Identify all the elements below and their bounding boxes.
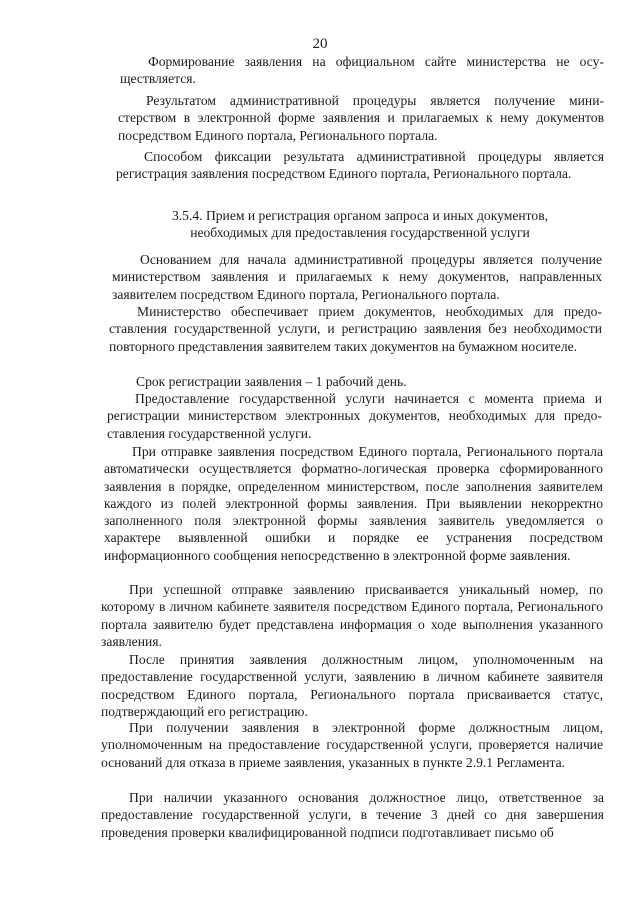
paragraph-2: Результатом административной процедуры является получение министерством в электронной форме заявления и прилагаемых к нему документов посредством Единого портала, Регионального портала. (118, 93, 604, 143)
paragraph-11: При получении заявления в электронной форме должностным лицом, уполномоченным на предоставление государственной услуги, проверяется наличие оснований для отказа в приеме заявления, указанных в пункте 2.9.1 Регламента. (101, 720, 603, 770)
paragraph-9: При успешной отправке заявлению присваивается уникальный номер, по которому в личном кабинете заявителя посредством Единого портала, Регионального портала заявителю будет представлена информация о ходе выполнения указанного заявления. (101, 582, 603, 649)
paragraph-5: Министерство обеспечивает прием документов, необходимых для предоставления государственной услуги, и регистрацию заявления без необходимости повторного представления заявителем таких документов на бумажном носителе. (109, 304, 602, 354)
paragraph-8: При отправке заявления посредством Единого портала, Регионального портала автоматически осуществляется форматно-логическая проверка сформированного заявления в порядке, определенном министерством, после заполнения заявителем каждого из полей электронной формы заявления. При выявлении некорректно заполненного поля электронной формы заявления заявитель уведомляется о характере выявленной ошибки и порядке ее устранения посредством информационного сообщения непосредственно в электронной форме заявления. (104, 444, 603, 563)
paragraph-12: При наличии указанного основания должностное лицо, ответственное за предоставление государственной услуги, в течение 3 дней со дня завершения проведения проверки квалифицированной подписи подготавливает письмо об (101, 790, 604, 840)
page-number: 20 (312, 36, 328, 52)
paragraph-1: Формирование заявления на официальном сайте министерства не осуществляется. (120, 54, 604, 87)
paragraph-7: Предоставление государственной услуги начинается с момента приема и регистрации министерством электронных документов, необходимых для предоставления государственной услуги. (107, 391, 602, 441)
section-heading-line-2: необходимых для предоставления государственной услуги (190, 225, 530, 241)
paragraph-6: Срок регистрации заявления – 1 рабочий день. (136, 374, 407, 389)
paragraph-10: После принятия заявления должностным лицом, уполномоченным на предоставление государственной услуги, заявлению в личном кабинете заявителя посредством Единого портала, Регионального портала присваивается статус, подтверждающий его регистрацию. (101, 652, 603, 719)
paragraph-3: Способом фиксации результата административной процедуры является регистрация заявления посредством Единого портала, Регионального портала. (116, 149, 604, 182)
section-heading-line-1: 3.5.4. Прием и регистрация органом запроса и иных документов, (171, 208, 549, 223)
section-heading (116, 207, 604, 242)
paragraph-4: Основанием для начала административной процедуры является получение министерством заявления и прилагаемых к нему документов, направленных заявителем посредством Единого портала, Регионального портала. (112, 252, 602, 302)
